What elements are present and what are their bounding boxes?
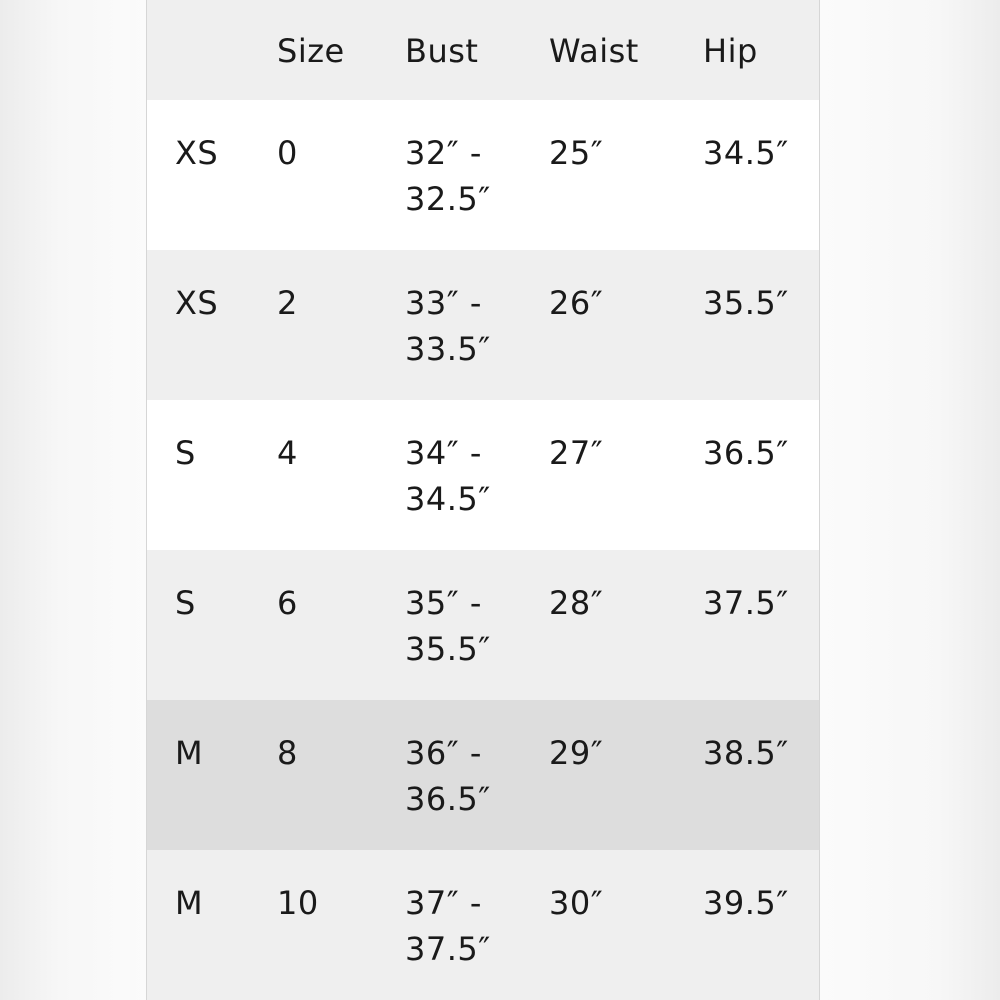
- size-chart-table: [146, 0, 820, 1000]
- row-size-label: S: [175, 434, 196, 472]
- row-size-number: 2: [277, 284, 298, 322]
- table-row: [147, 850, 819, 1000]
- row-size-number: 4: [277, 434, 298, 472]
- table-header-row: [147, 0, 819, 100]
- row-size-label: S: [175, 584, 196, 622]
- row-bust-line1: 36″ -: [405, 734, 482, 772]
- table-row: [147, 250, 819, 400]
- row-size-label: XS: [175, 134, 219, 172]
- row-waist: 27″: [549, 434, 604, 472]
- row-bust: [405, 130, 525, 222]
- table-row: [147, 100, 819, 250]
- row-bust-line1: 33″ -: [405, 284, 482, 322]
- row-bust-line1: 37″ -: [405, 884, 482, 922]
- header-waist: Waist: [549, 32, 639, 70]
- table-row: [147, 400, 819, 550]
- row-hip: 36.5″: [703, 434, 789, 472]
- table-row: [147, 550, 819, 700]
- header-bust: Bust: [405, 32, 479, 70]
- row-hip: 39.5″: [703, 884, 789, 922]
- row-hip: 38.5″: [703, 734, 789, 772]
- row-bust-line1: 35″ -: [405, 584, 482, 622]
- row-size-number: 0: [277, 134, 298, 172]
- row-waist: 26″: [549, 284, 604, 322]
- row-size-number: 8: [277, 734, 298, 772]
- row-bust-line2: 33.5″: [405, 330, 491, 368]
- row-waist: 28″: [549, 584, 604, 622]
- row-bust: [405, 730, 525, 822]
- table-row: [147, 700, 819, 850]
- row-bust: [405, 880, 525, 972]
- row-bust-line1: 32″ -: [405, 134, 482, 172]
- row-hip: 34.5″: [703, 134, 789, 172]
- row-waist: 25″: [549, 134, 604, 172]
- row-waist: 29″: [549, 734, 604, 772]
- row-hip: 35.5″: [703, 284, 789, 322]
- row-bust-line1: 34″ -: [405, 434, 482, 472]
- row-waist: 30″: [549, 884, 604, 922]
- row-size-number: 10: [277, 884, 319, 922]
- row-size-label: M: [175, 734, 204, 772]
- row-bust-line2: 35.5″: [405, 630, 491, 668]
- header-hip: Hip: [703, 32, 758, 70]
- row-hip: 37.5″: [703, 584, 789, 622]
- row-bust: [405, 580, 525, 672]
- row-bust-line2: 32.5″: [405, 180, 491, 218]
- header-size: Size: [277, 32, 345, 70]
- row-bust-line2: 36.5″: [405, 780, 491, 818]
- row-size-label: M: [175, 884, 204, 922]
- row-size-label: XS: [175, 284, 219, 322]
- row-bust: [405, 280, 525, 372]
- row-bust-line2: 37.5″: [405, 930, 491, 968]
- row-bust-line2: 34.5″: [405, 480, 491, 518]
- row-size-number: 6: [277, 584, 298, 622]
- row-bust: [405, 430, 525, 522]
